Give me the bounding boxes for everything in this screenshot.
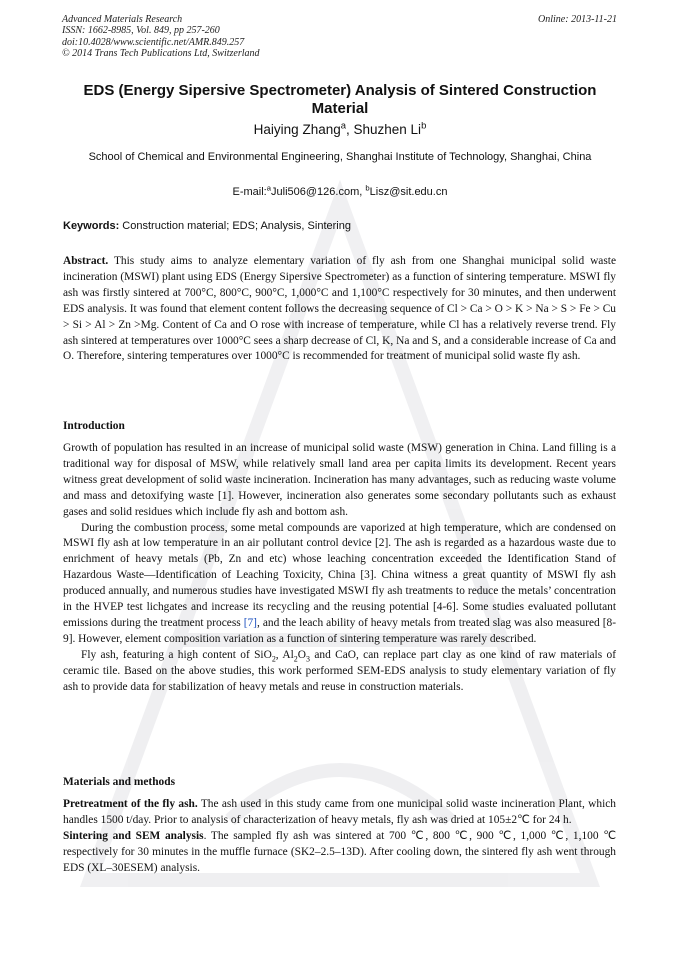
copyright-line: © 2014 Trans Tech Publications Ltd, Switzerland	[62, 47, 260, 59]
email-separator: ,	[359, 186, 366, 198]
paragraph	[63, 648, 616, 696]
online-date: Online: 2013-11-21	[538, 14, 617, 25]
author-name: Shuzhen Li	[353, 122, 422, 137]
author-separator: ,	[345, 122, 354, 137]
subsection-label: Sintering and SEM analysis	[63, 829, 204, 842]
paragraph-text: , Al	[275, 648, 294, 661]
abstract-text: This study aims to analyze elementary variation of fly ash from one Shanghai municipal solid waste incineration (MSWI) plant using EDS (Energy Sipersive Spectrometer) as a function of sintering temperature. MSWI fly ash was firstly sintered at 700°C, 800°C, 900°C, 1,000°C and 1,100°C respectively for 30 minutes, and then underwent EDS analysis. It was found that element content follows the decreasing sequence of Cl > Ca > O > K > Na > S > Fe > Cu > Si > Al > Zn >Mg. Content of Ca and O rose with increase of temperature, while Cl has a relatively reverse trend. Fly ash sintered at temperatures over 1000°C sees a sharp decrease of Cl, K, Na and S, and a considerable increase of Ca and O. Therefore, sintering temperatures over 1000°C is recommended for treatment of municipal solid waste fly ash.	[63, 255, 617, 363]
journal-name: Advanced Materials Research	[62, 14, 183, 25]
paragraph-text: The ash used in this study came from one municipal solid waste incineration Plant, which handles 1500 t/day. Prior to analysis of characterization of heavy metals, fly ash was dried at 105±2℃ for 24 h.	[63, 798, 616, 826]
citation-link[interactable]: [7]	[243, 616, 257, 629]
paragraph-text: O	[297, 648, 306, 661]
paragraph-text: Fly ash, featuring a high content of SiO	[81, 648, 272, 661]
subscript: 2	[293, 654, 298, 664]
methods-section	[63, 797, 616, 877]
author-affil-mark: a	[340, 120, 346, 132]
paragraph	[63, 521, 616, 648]
section-heading-introduction: Introduction	[63, 420, 125, 432]
email-mark: b	[365, 183, 370, 193]
email-line	[62, 183, 618, 198]
keywords-text: Construction material; EDS; Analysis, Sintering	[119, 220, 351, 232]
doi-line: doi:10.4028/www.scientific.net/AMR.849.257	[62, 36, 245, 48]
abstract	[63, 254, 616, 365]
paragraph: Growth of population has resulted in an increase of municipal solid waste (MSW) generation in China. Land filling is a traditional way for disposal of MSW, while relatively small land area per capita limits its development. Recent years witness great development of solid waste incineration. Incineration has many advantages, such as reducing waste volume and mass and detoxifying waste [1]. However, incineration also generates some secondary pollutants such as exhaust gases and solid residues which include fly ash and bottom ash.	[63, 442, 616, 518]
author-line	[60, 122, 620, 137]
keywords	[63, 220, 619, 232]
paragraph-text: and CaO, can replace part clay as one kind of raw materials of ceramic tile. Based on the above studies, this work performed SEM-EDS analysis to study elementary variation of fly ash to provide data for stabilization of heavy metals and reuse in construction materials.	[63, 648, 616, 693]
author-affil-mark: b	[421, 120, 427, 132]
email-prefix: E-mail:	[232, 186, 267, 198]
paragraph-text: , and the leach ability of heavy metals from treated slag was also measured [8-9]. However, element composition variation as a function of sintering temperature was rarely described.	[63, 616, 616, 645]
subscript: 2	[271, 654, 276, 664]
email-mark: a	[266, 183, 272, 193]
paragraph	[63, 829, 616, 877]
section-heading-methods: Materials and methods	[63, 776, 176, 788]
paper-title: EDS (Energy Sipersive Spectrometer) Analysis of Sintered Construction Material	[83, 82, 597, 117]
journal-header	[62, 14, 617, 59]
issn-line: ISSN: 1662-8985, Vol. 849, pp 257-260	[62, 25, 220, 37]
email-address[interactable]: Lisz@sit.edu.cn	[369, 186, 448, 198]
introduction-section	[63, 441, 616, 696]
author-name: Haiying Zhang	[253, 122, 341, 137]
paragraph-text: During the combustion process, some metal compounds are vaporized at high temperature, which are condensed on MSWI fly ash at low temperature in an air pollutant control device [2]. The ash is regarded as a hazardous waste due to enrichment of heavy metals (Pb, Zn and etc) whose leaching concentration exceeded the Identification Stand of Hazardous Waste—Identification of Leaching Toxicity, China [3]. China witness a great quantity of MSWI fly ash produced annually, and numerous studies have investigated MSWI fly ash treatments to reduce the metals’ concentration in the HVEP test lichgates and increase its recycling and the reusing potential [4-6]. Some studies evaluated pollutant emissions during the treatment process	[63, 521, 616, 629]
email-address[interactable]: Juli506@126.com	[271, 186, 360, 198]
paragraph	[63, 797, 616, 829]
subscript: 3	[305, 654, 310, 664]
abstract-label: Abstract.	[63, 255, 109, 267]
subsection-label: Pretreatment of the fly ash.	[63, 798, 198, 810]
affiliation: School of Chemical and Environmental Engineering, Shanghai Institute of Technology, Shanghai, China	[88, 151, 592, 163]
keywords-label: Keywords:	[63, 220, 120, 232]
paragraph-text: . The sampled fly ash was sintered at 700 ℃, 800 ℃, 900 ℃, 1,000 ℃, 1,100 ℃ respectively for 30 minutes in the muffle furnace (SK2–2.5–13D). After cooling down, the sintered fly ash went through EDS (XL–30ESEM) analysis.	[63, 829, 616, 874]
